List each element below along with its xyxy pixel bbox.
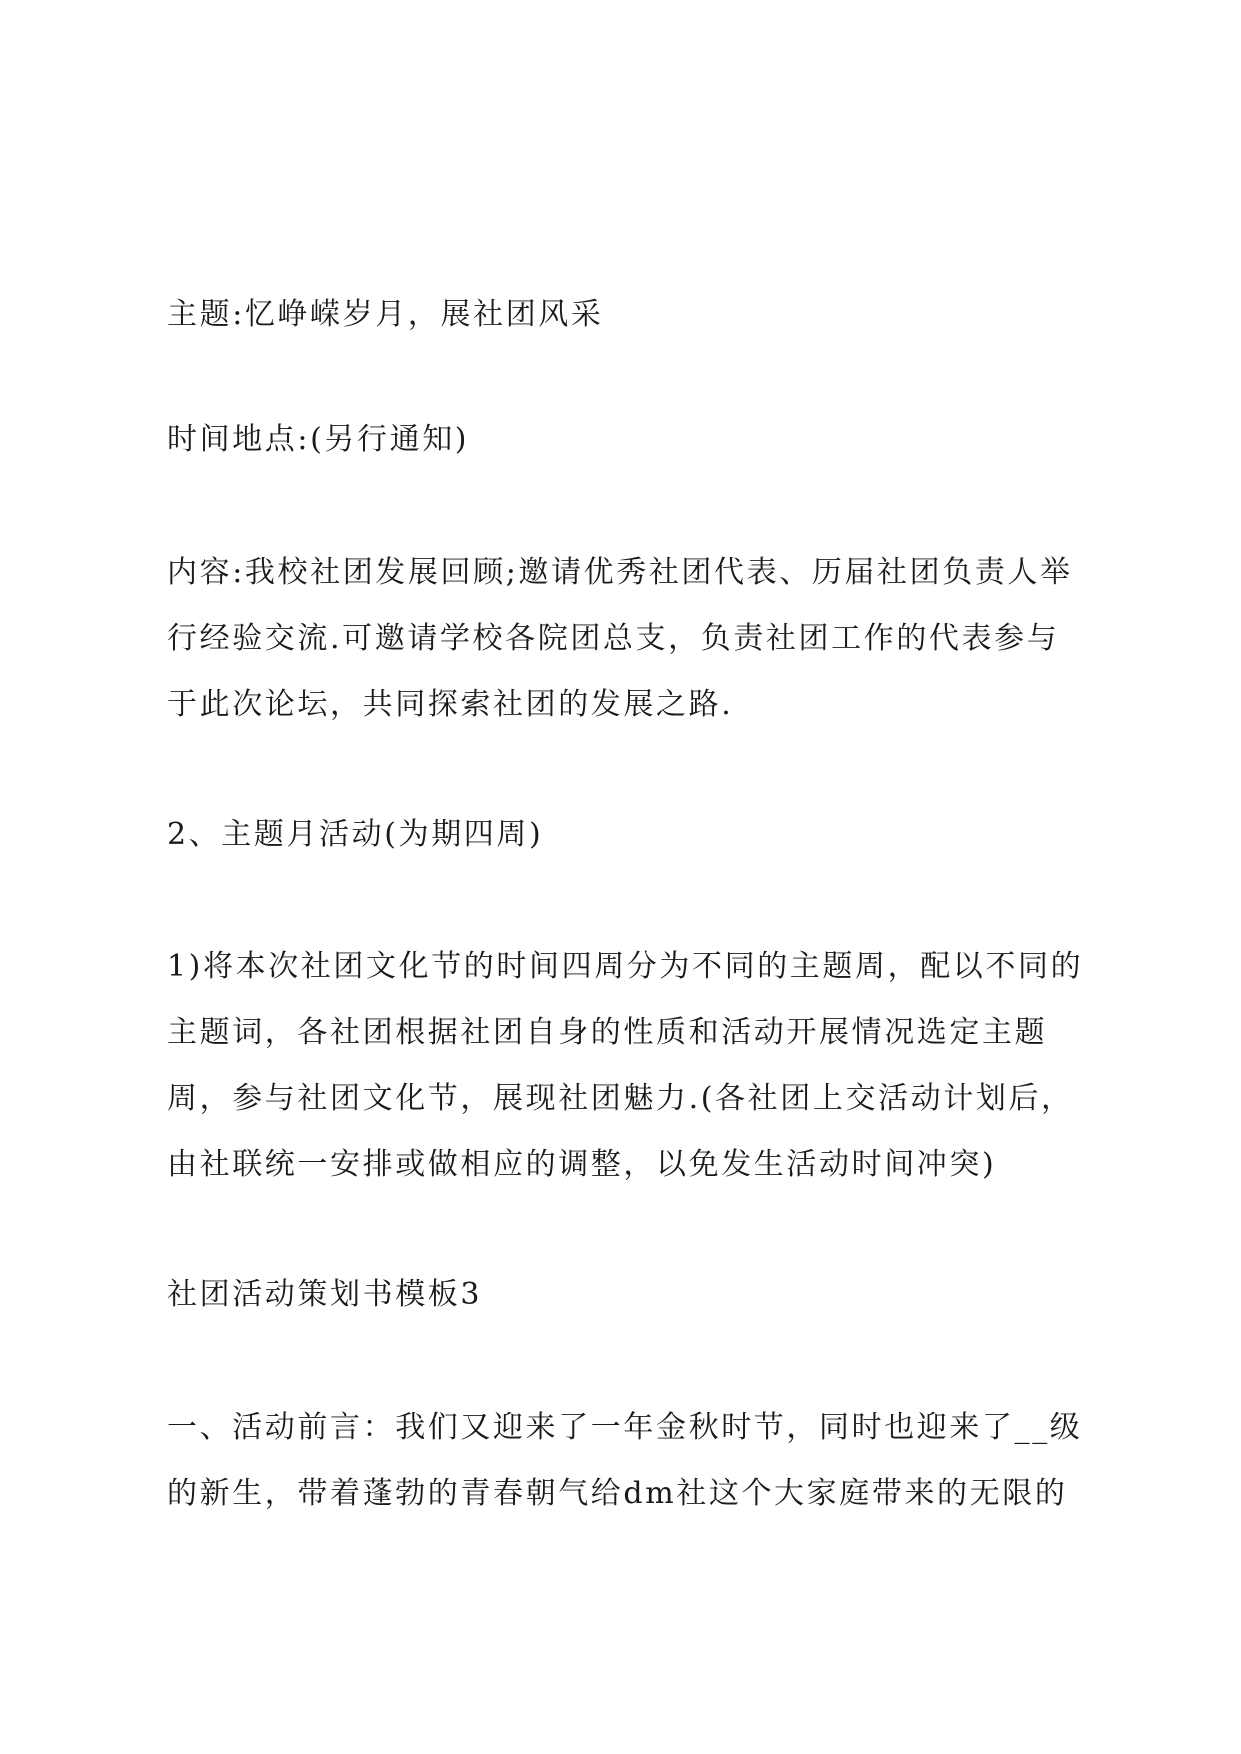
time-place-line: 时间地点:(另行通知) xyxy=(167,422,470,457)
content-line-1: 内容:我校社团发展回顾;邀请优秀社团代表、历届社团负责人举 xyxy=(167,555,1073,590)
template-title: 社团活动策划书模板3 xyxy=(167,1277,483,1312)
content-line-3: 于此次论坛，共同探索社团的发展之路. xyxy=(167,687,734,722)
item-1-line-3: 周，参与社团文化节，展现社团魅力.(各社团上交活动计划后， xyxy=(167,1081,1074,1116)
item-1-line-4: 由社联统一安排或做相应的调整，以免发生活动时间冲突) xyxy=(167,1147,997,1182)
section-heading-theme-month: 2、主题月活动(为期四周) xyxy=(167,817,544,852)
item-1-line-2: 主题词，各社团根据社团自身的性质和活动开展情况选定主题 xyxy=(167,1015,1048,1050)
preface-line-2: 的新生，带着蓬勃的青春朝气给dm社这个大家庭带来的无限的 xyxy=(167,1476,1068,1511)
content-line-2: 行经验交流.可邀请学校各院团总支，负责社团工作的代表参与 xyxy=(167,621,1060,656)
theme-line: 主题:忆峥嵘岁月，展社团风采 xyxy=(167,297,604,332)
preface-line-1: 一、活动前言：我们又迎来了一年金秋时节，同时也迎来了__级 xyxy=(167,1410,1083,1445)
item-1-line-1: 1)将本次社团文化节的时间四周分为不同的主题周，配以不同的 xyxy=(167,949,1084,984)
